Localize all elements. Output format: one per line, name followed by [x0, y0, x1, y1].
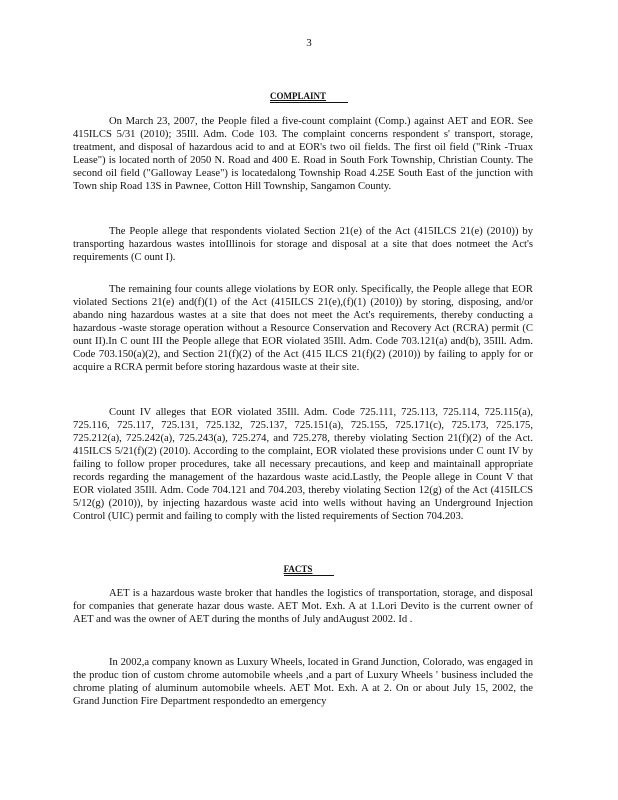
facts-heading-text: FACTS: [284, 564, 335, 576]
complaint-paragraph-1: On March 23, 2007, the People filed a five-count complaint (Comp.) against AET and EOR. See 415ILCS 5/31 (2010); 35Ill. Adm. Code 103. The complaint concerns respondent s' transport, storage, treatment, and disposal of hazardous acid to and at EOR's two oil fields. The first oil field ("Rink -Truax Lease") is located north of 2050 N. Road and 400 E. Road in South Fork Township, Christian County. The second oil field ("Galloway Lease") is locatedalong Township Road 4.25E South East of the junction with Town ship Road 13S in Pawnee, Cotton Hill Township, Sangamon County.: [73, 116, 533, 192]
page-number: 3: [306, 37, 312, 49]
complaint-heading-text: COMPLAINT: [270, 91, 348, 103]
complaint-paragraph-3: The remaining four counts allege violations by EOR only. Specifically, the People allege that EOR violated Sections 21(e) and(f)(1) of the Act (415ILCS 21(e),(f)(1) (2010)) by storing, disposing, and/or abando ning hazardous wastes at a site that does not meet the Act's requirements, thereby conducting a hazardous -waste storage operation without a Resource Conservation and Recovery Act (RCRA) permit (C ount II).In C ount III the People allege that EOR violated 35Ill. Adm. Code 703.121(a) and(b), 35Ill. Adm. Code 703.150(a)(2), and Section 21(f)(2) of the Act (415 ILCS 21(f)(2) (2010)) by failing to apply for or acquire a RCRA permit before storing hazardous waste at their site.: [73, 284, 533, 373]
facts-heading: [0, 563, 618, 576]
complaint-paragraph-4: Count IV alleges that EOR violated 35Ill. Adm. Code 725.111, 725.113, 725.114, 725.115(a), 725.116, 725.117, 725.131, 725.132, 725.137, 725.151(a), 725.155, 725.171(c), 725.173, 725.175, 725.212(a), 725.242(a), 725.243(a), 725.274, and 725.278, thereby violating Section 21(f)(2) of the Act. 415ILCS 5/21(f)(2) (2010). According to the complaint, EOR violated these provisions under C ount IV by failing to follow proper procedures, take all necessary precautions, and keep and maintainall appropriate records regarding the management of the hazardous waste acid.Lastly, the People allege in Count V that EOR violated 35Ill. Adm. Code 704.121 and 704.203, thereby violating Section 12(g) of the Act (415ILCS 5/12(g) (2010)), by injecting hazardous waste acid into wells without having an Underground Injection Control (UIC) permit and failing to comply with the listed requirements of Section 704.203.: [73, 407, 533, 522]
facts-paragraph-1: AET is a hazardous waste broker that handles the logistics of transportation, storage, and disposal for companies that generate hazar dous waste. AET Mot. Exh. A at 1.Lori Devito is the current owner of AET and was the owner of AET during the months of July andAugust 2002. Id .: [73, 588, 533, 625]
complaint-paragraph-2: The People allege that respondents violated Section 21(e) of the Act (415ILCS 21(e) (2010)) by transporting hazardous wastes intoIllinois for storage and disposal at a site that does notmeet the Act's requirements (C ount I).: [73, 226, 533, 263]
facts-paragraph-2: In 2002,a company known as Luxury Wheels, located in Grand Junction, Colorado, was engaged in the produc tion of custom chrome automobile wheels ,and a part of Luxury Wheels ' business included the chrome plating of aluminum automobile wheels. AET Mot. Exh. A at 2. On or about July 15, 2002, the Grand Junction Fire Department respondedto an emergency: [73, 657, 533, 707]
complaint-heading: [0, 90, 618, 103]
